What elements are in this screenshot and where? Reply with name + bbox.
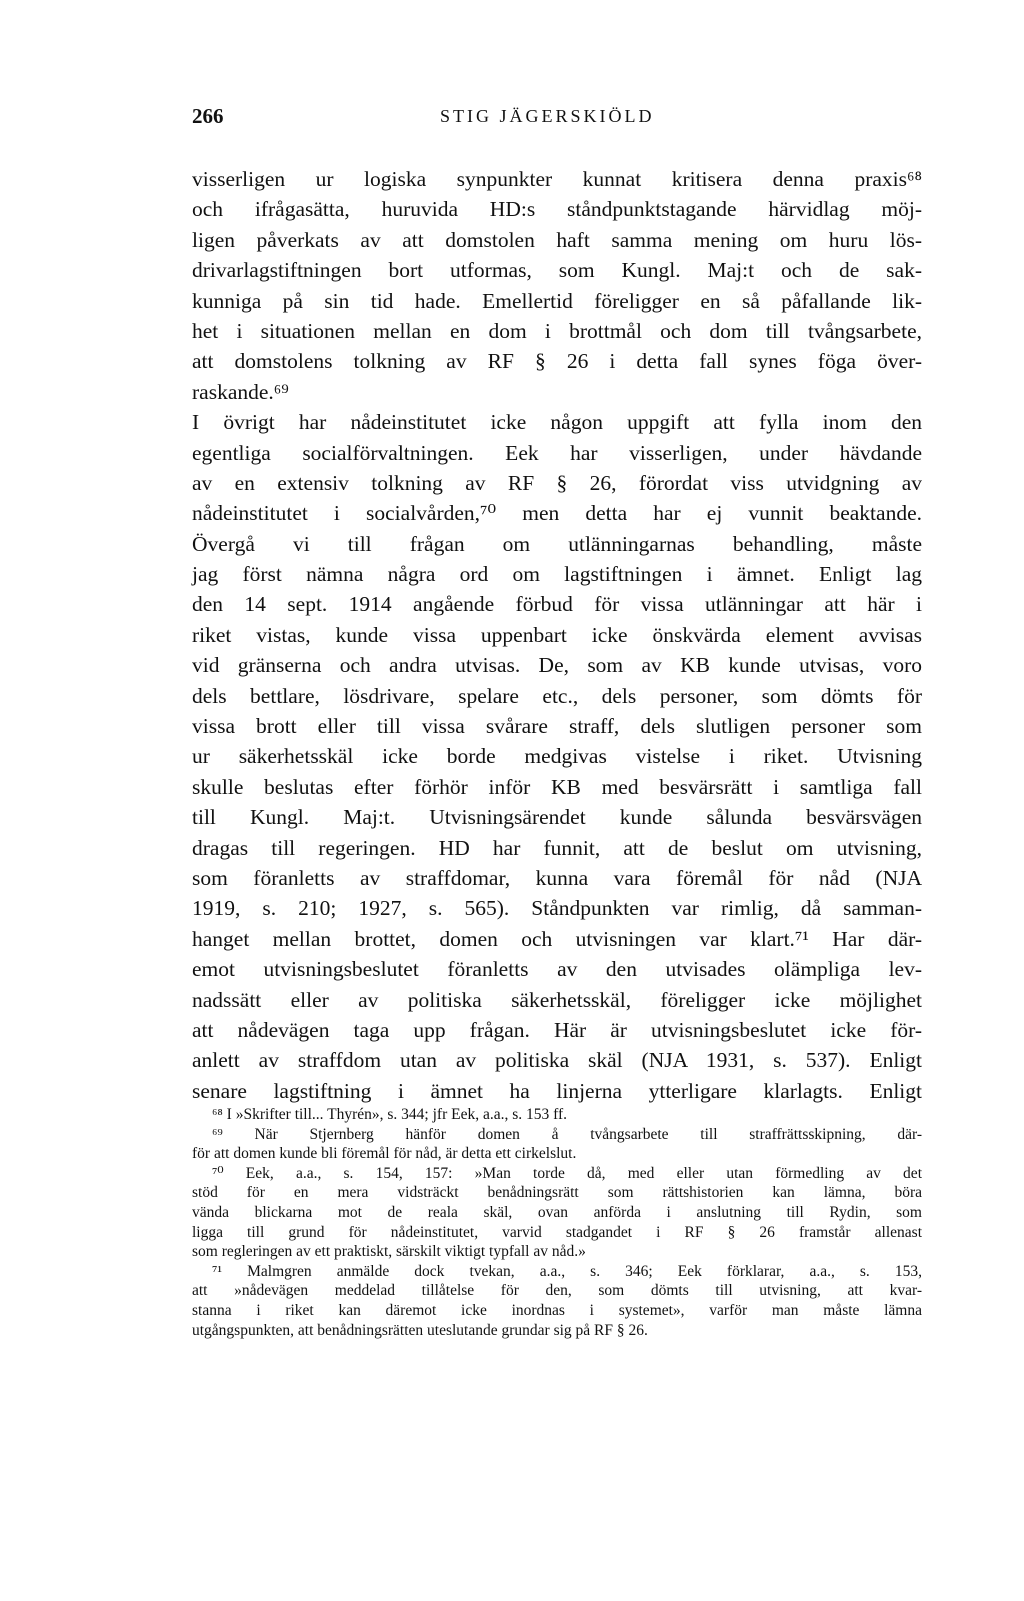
body-line: egentliga socialförvaltningen. Eek har visserligen, under hävdande bbox=[192, 440, 922, 465]
body-line: dels bettlare, lösdrivare, spelare etc., dels personer, som dömts för bbox=[192, 683, 922, 708]
footnote-line: ⁷¹ Malmgren anmälde dock tvekan, a.a., s. 346; Eek förklarar, a.a., s. 153, bbox=[212, 1262, 922, 1280]
body-line: raskande.⁶⁹ bbox=[192, 379, 289, 404]
body-line: Övergå vi till frågan om utlänningarnas behandling, måste bbox=[192, 531, 922, 556]
body-line: riket vistas, kunde vissa uppenbart icke önskvärda element avvisas bbox=[192, 622, 922, 647]
body-line: till Kungl. Maj:t. Utvisningsärendet kunde sålunda besvärsvägen bbox=[192, 805, 922, 830]
body-line: skulle beslutas efter förhör inför KB med besvärsrätt i samtliga fall bbox=[192, 774, 922, 799]
body-line: visserligen ur logiska synpunkter kunnat kritisera denna praxis⁶⁸ bbox=[192, 167, 922, 191]
footnote-line: ⁷⁰ Eek, a.a., s. 154, 157: »Man torde då, med eller utan förmedling av det bbox=[212, 1164, 922, 1182]
body-line: emot utvisningsbeslutet föranletts av den utvisades olämpliga lev- bbox=[192, 957, 922, 982]
body-line: vid gränserna och andra utvisas. De, som av KB kunde utvisas, voro bbox=[192, 653, 922, 678]
footnote-line: utgångspunkten, att benådningsrätten uteslutande grundar sig på RF § 26. bbox=[192, 1321, 648, 1339]
body-line: senare lagstiftning i ämnet ha linjerna ytterligare klarlagts. Enligt bbox=[192, 1078, 922, 1103]
body-line: vissa brott eller till vissa svårare straff, dels slutligen personer som bbox=[192, 714, 922, 739]
body-line: nadssätt eller av politiska säkerhetsskäl, föreligger icke möjlighet bbox=[192, 987, 922, 1012]
body-line: het i situationen mellan en dom i brottmål och dom till tvångsarbete, bbox=[192, 318, 922, 343]
header-author: STIG JÄGERSKIÖLD bbox=[440, 106, 655, 126]
footnote-line: att »nådevägen meddelad tillåtelse för den, som dömts till utvisning, att kvar- bbox=[192, 1282, 922, 1300]
body-line: att nådevägen taga upp frågan. Här är utvisningsbeslutet icke för- bbox=[192, 1017, 922, 1042]
page-number: 266 bbox=[192, 104, 224, 128]
body-line: dragas till regeringen. HD har funnit, att de beslut om utvisning, bbox=[192, 835, 922, 860]
footnote-line: ligga till grund för nådeinstitutet, varvid stadgandet i RF § 26 framstår allenast bbox=[192, 1223, 922, 1241]
body-line: jag först nämna några ord om lagstiftningen i ämnet. Enligt lag bbox=[192, 562, 922, 587]
body-line: I övrigt har nådeinstitutet icke någon uppgift att fylla inom den bbox=[192, 410, 922, 435]
footnote-line: för att domen kunde bli föremål för nåd, är detta ett cirkelslut. bbox=[192, 1145, 577, 1163]
body-line: som föranletts av straffdomar, kunna vara föremål för nåd (NJA bbox=[192, 865, 922, 890]
body-line: hanget mellan brottet, domen och utvisningen var klart.⁷¹ Har där- bbox=[192, 926, 922, 951]
footnote-line: ⁶⁹ När Stjernberg hänför domen å tvångsarbete till straffrättsskipning, där- bbox=[212, 1125, 922, 1143]
footnote-line: som regleringen av ett praktiskt, särskilt viktigt typfall av nåd.» bbox=[192, 1243, 586, 1261]
body-text bbox=[192, 164, 922, 1106]
running-header bbox=[192, 104, 922, 136]
body-line: den 14 sept. 1914 angående förbud för vissa utlänningar att här i bbox=[192, 592, 922, 617]
footnote-line: vända blickarna mot de reala skäl, ovan anförda i anslutning till Rydin, som bbox=[192, 1203, 922, 1221]
body-line: kunniga på sin tid hade. Emellertid föreligger en så påfallande lik- bbox=[192, 288, 922, 313]
body-line: 1919, s. 210; 1927, s. 565). Ståndpunkten var rimlig, då samman- bbox=[192, 896, 922, 921]
body-line: ligen påverkats av att domstolen haft samma mening om huru lös- bbox=[192, 227, 922, 252]
footnote-line: stöd för en mera vidsträckt benådningsrätt som rättshistorien kan lämna, böra bbox=[192, 1184, 922, 1202]
body-line: nådeinstitutet i socialvården,⁷⁰ men detta har ej vunnit beaktande. bbox=[192, 501, 922, 526]
footnote-line: ⁶⁸ I »Skrifter till... Thyrén», s. 344; jfr Eek, a.a., s. 153 ff. bbox=[212, 1106, 568, 1123]
footnote-line: stanna i riket kan däremot icke inordnas i systemet», varför man måste lämna bbox=[192, 1301, 922, 1319]
body-line: drivarlagstiftningen bort utformas, som Kungl. Maj:t och de sak- bbox=[192, 258, 922, 283]
body-line: ur säkerhetsskäl icke borde medgivas vistelse i riket. Utvisning bbox=[192, 744, 922, 769]
body-line: och ifrågasätta, huruvida HD:s ståndpunktstagande härvidlag möj- bbox=[192, 197, 922, 222]
body-line: att domstolens tolkning av RF § 26 i detta fall synes föga över- bbox=[192, 349, 922, 374]
body-line: av en extensiv tolkning av RF § 26, förordat viss utvidgning av bbox=[192, 470, 922, 495]
body-line: anlett av straffdom utan av politiska skäl (NJA 1931, s. 537). Enligt bbox=[192, 1048, 922, 1073]
footnotes bbox=[192, 1105, 922, 1340]
